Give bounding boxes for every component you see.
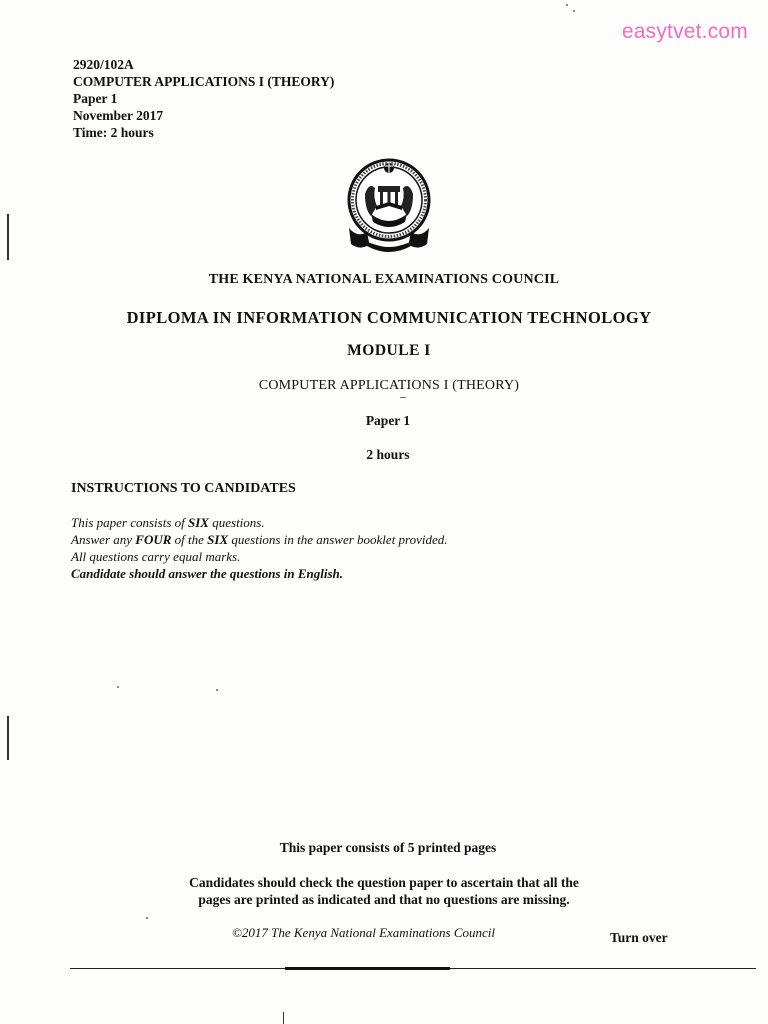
- module-title: MODULE I: [347, 342, 431, 359]
- scan-speck: [216, 689, 218, 691]
- watermark-text: easytvet.com: [621, 20, 748, 43]
- duration-title: 2 hours: [366, 447, 410, 462]
- copyright-notice: ©2017 The Kenya National Examinations Council: [232, 925, 496, 940]
- exam-date: November 2017: [73, 108, 164, 123]
- instruction-line-3: All questions carry equal marks.: [71, 549, 241, 564]
- paper-header: [73, 56, 334, 141]
- council-name: THE KENYA NATIONAL EXAMINATIONS COUNCIL: [208, 272, 560, 287]
- instruction-line-2: [71, 531, 448, 548]
- instructions-heading: INSTRUCTIONS TO CANDIDATES: [71, 481, 296, 496]
- turn-over-label: Turn over: [610, 930, 668, 945]
- instruction-emphasis: SIX: [207, 532, 229, 547]
- instruction-text: questions.: [208, 515, 265, 530]
- scan-edge-mark: [7, 716, 9, 760]
- course-name: COMPUTER APPLICATIONS I (THEORY): [73, 74, 335, 89]
- scan-speck: [566, 4, 568, 6]
- printed-pages-note: This paper consists of 5 printed pages: [279, 840, 497, 855]
- scan-speck: [117, 686, 119, 688]
- instruction-text: Answer any: [71, 532, 136, 547]
- scan-edge-mark: [283, 1012, 284, 1024]
- instruction-text: of the: [171, 532, 208, 547]
- knec-seal-icon: [343, 158, 435, 256]
- instruction-emphasis: SIX: [188, 515, 209, 530]
- instruction-line-1: [71, 514, 448, 531]
- footer-divider-thick: [285, 967, 450, 970]
- check-note-line-2: pages are printed as indicated and that no questions are missing.: [198, 892, 570, 907]
- instruction-line-4: Candidate should answer the questions in English.: [71, 566, 344, 581]
- check-note-line-1: Candidates should check the question paper to ascertain that all the: [189, 875, 579, 890]
- check-pages-note: [0, 874, 768, 908]
- scan-speck: [573, 10, 575, 12]
- scan-edge-mark: [7, 214, 9, 260]
- diploma-title: DIPLOMA IN INFORMATION COMMUNICATION TECHNOLOGY: [126, 308, 652, 327]
- instruction-text: questions in the answer booklet provided.: [228, 532, 448, 547]
- paper-code: 2920/102A: [73, 57, 134, 72]
- exam-time: Time: 2 hours: [73, 125, 154, 140]
- scan-speck: [146, 917, 148, 919]
- instruction-emphasis: FOUR: [135, 532, 172, 547]
- instruction-text: This paper consists of: [71, 515, 189, 530]
- scan-speck: [400, 397, 406, 398]
- paper-title: Paper 1: [365, 413, 411, 428]
- paper-number: Paper 1: [73, 91, 118, 106]
- subject-title: COMPUTER APPLICATIONS I (THEORY): [258, 378, 520, 393]
- instructions-list: [71, 514, 448, 582]
